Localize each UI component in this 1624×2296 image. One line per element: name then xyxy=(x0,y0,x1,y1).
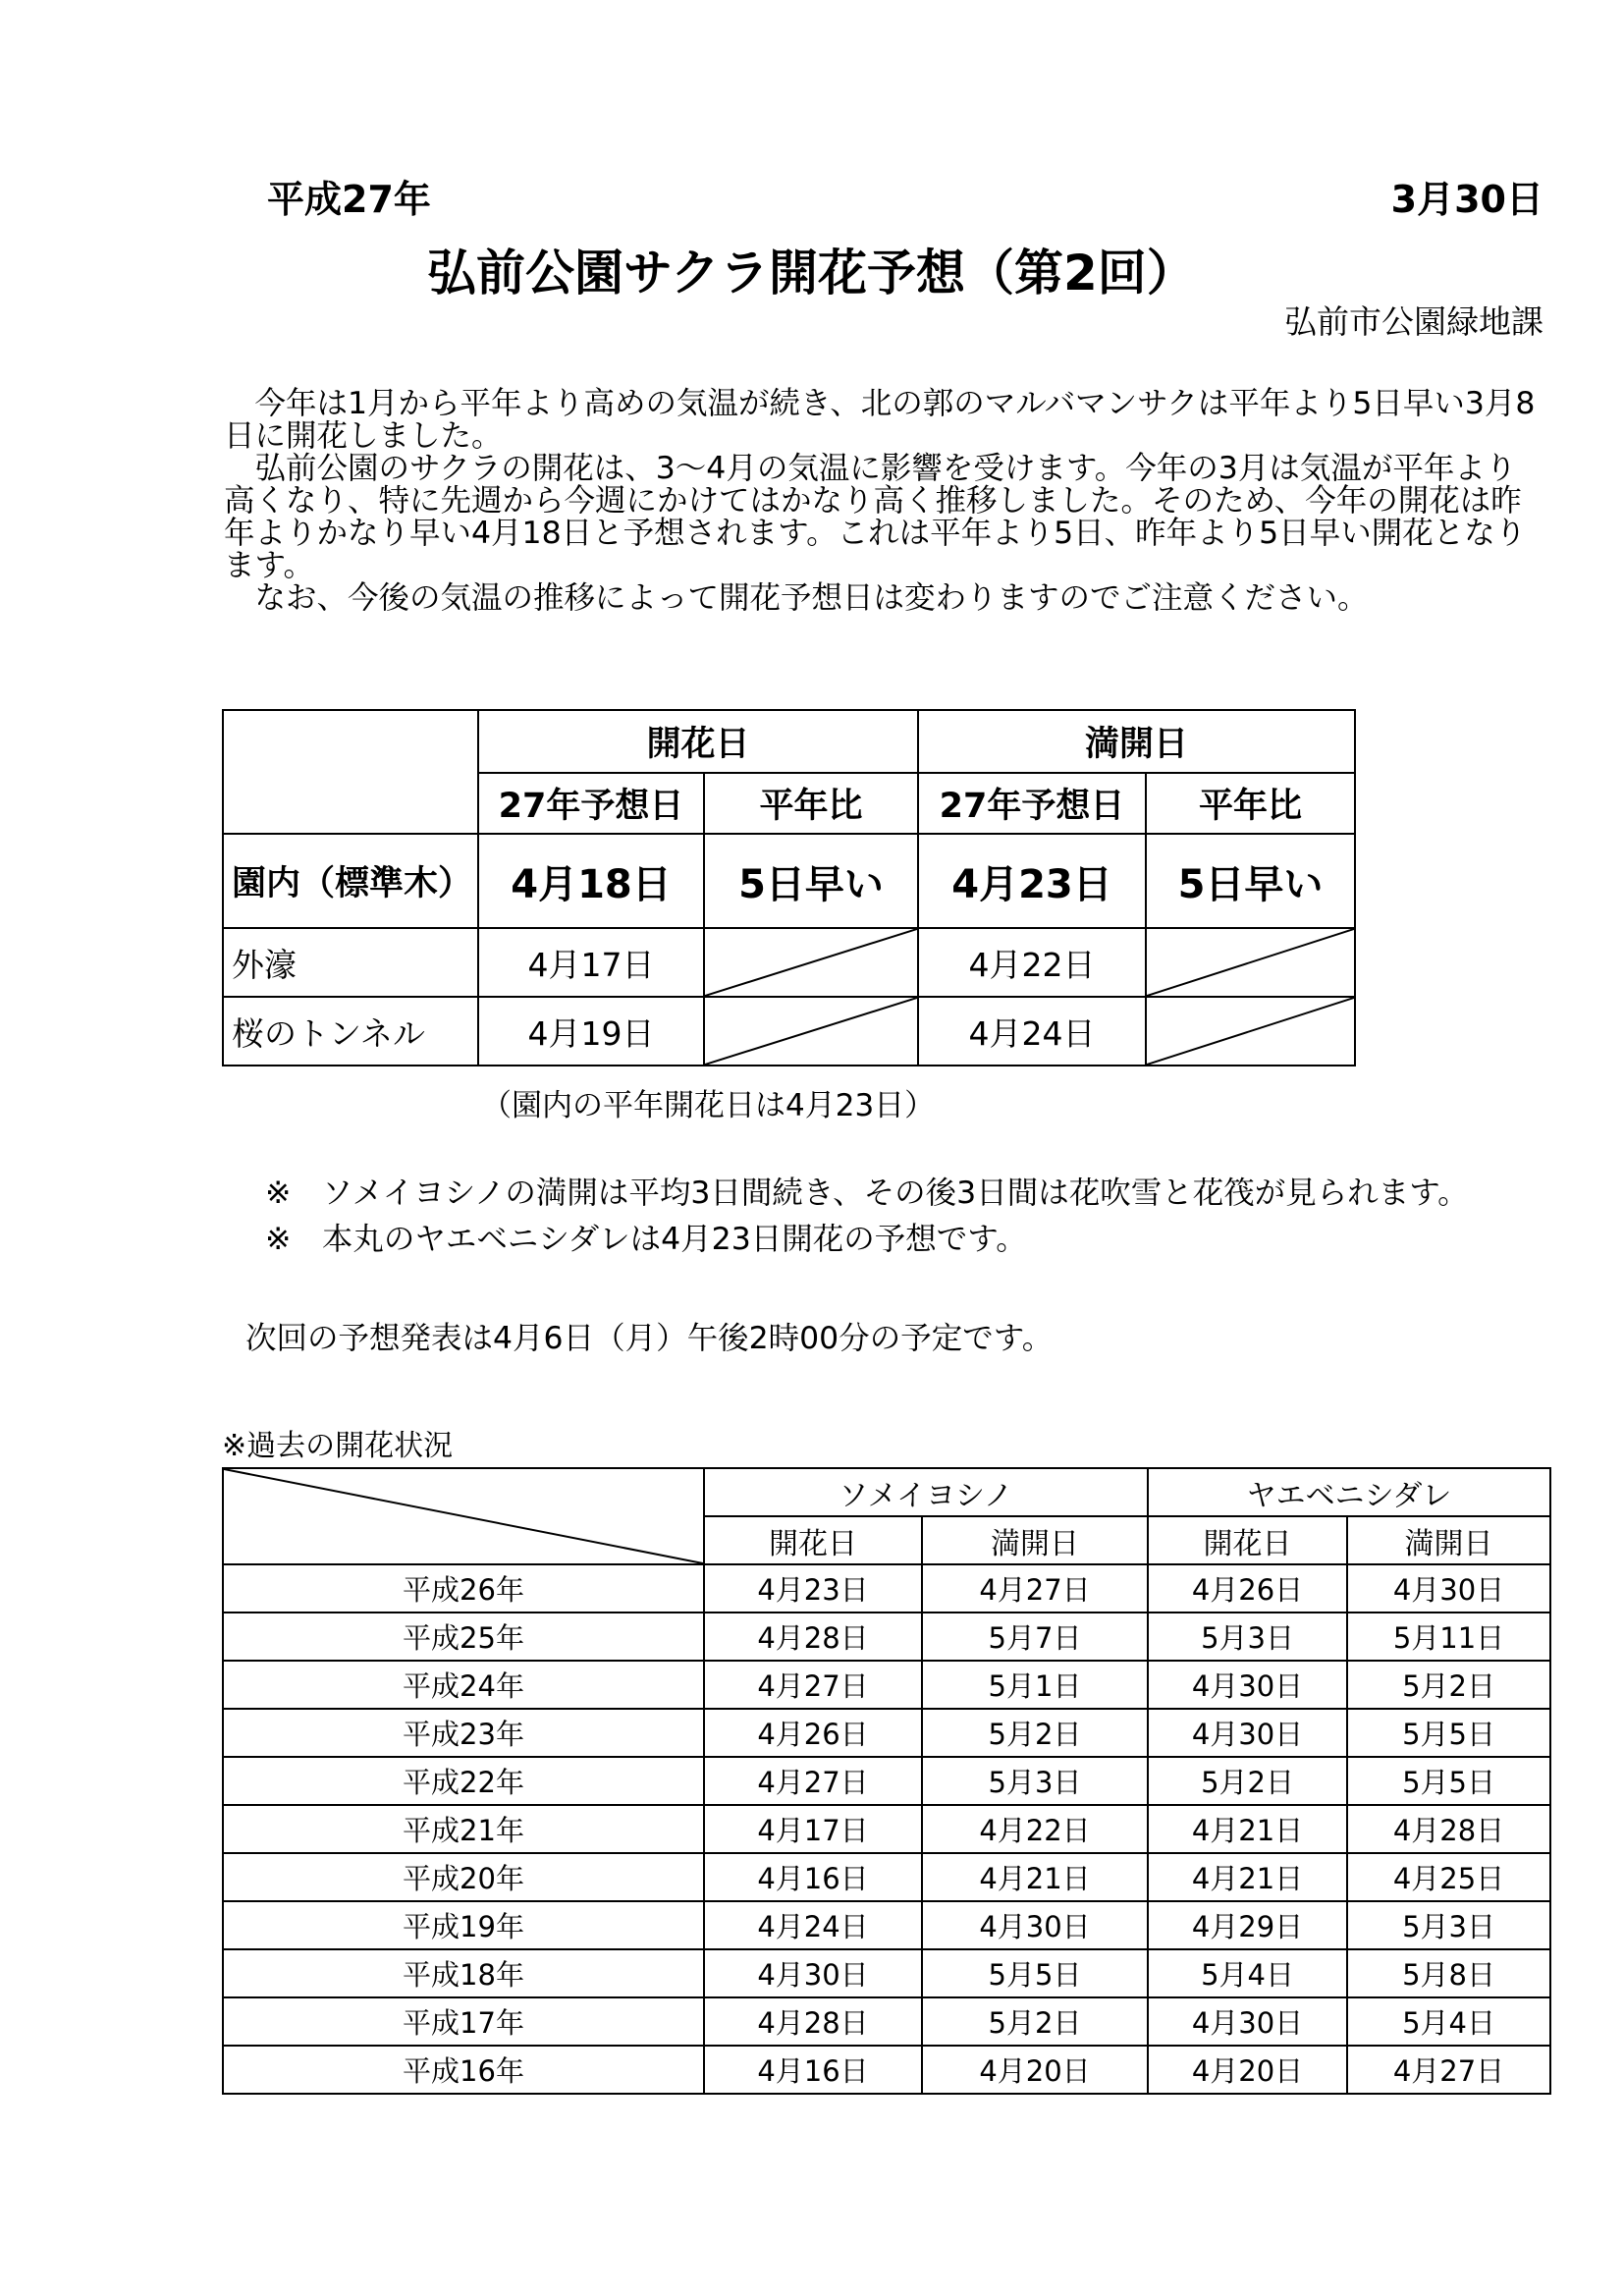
header-full: 満開日 xyxy=(922,1516,1148,1564)
someiyoshino-full: 4月21日 xyxy=(922,1853,1148,1901)
yaebenishidare-full: 4月28日 xyxy=(1347,1805,1550,1853)
department-name: 弘前市公園緑地課 xyxy=(1284,302,1543,341)
table-row xyxy=(223,1853,1550,1901)
header-compare: 平年比 xyxy=(1146,773,1355,834)
corner-cell xyxy=(223,710,478,834)
someiyoshino-full: 4月27日 xyxy=(922,1564,1148,1613)
yaebenishidare-bloom: 4月20日 xyxy=(1148,2046,1347,2094)
year-cell: 平成21年 xyxy=(223,1805,704,1853)
someiyoshino-full: 4月30日 xyxy=(922,1901,1148,1949)
full-date: 4月23日 xyxy=(918,834,1146,928)
yaebenishidare-bloom: 5月2日 xyxy=(1148,1757,1347,1805)
someiyoshino-full: 5月1日 xyxy=(922,1661,1148,1709)
bloom-date: 4月17日 xyxy=(478,928,704,997)
bloom-compare-empty xyxy=(704,997,918,1066)
table-row xyxy=(223,834,1355,928)
issue-date: 3月30日 xyxy=(1390,178,1543,221)
table-row xyxy=(223,1949,1550,1997)
body-text xyxy=(224,388,1544,615)
place-cell: 外濠 xyxy=(223,928,478,997)
someiyoshino-full: 5月2日 xyxy=(922,1709,1148,1757)
yaebenishidare-bloom: 4月21日 xyxy=(1148,1805,1347,1853)
year-cell: 平成26年 xyxy=(223,1564,704,1613)
header-someiyoshino: ソメイヨシノ xyxy=(704,1468,1148,1516)
yaebenishidare-full: 4月25日 xyxy=(1347,1853,1550,1901)
page-title: 弘前公園サクラ開花予想（第2回） xyxy=(427,245,1196,301)
yaebenishidare-full: 5月3日 xyxy=(1347,1901,1550,1949)
table-row xyxy=(223,1564,1550,1613)
place-cell: 桜のトンネル xyxy=(223,997,478,1066)
forecast-table xyxy=(222,709,1356,1066)
year-cell: 平成23年 xyxy=(223,1709,704,1757)
note: ※ ソメイヨシノの満開は平均3日間続き、その後3日間は花吹雪と花筏が見られます。 xyxy=(265,1175,1469,1211)
table-row xyxy=(223,1709,1550,1757)
yaebenishidare-full: 5月2日 xyxy=(1347,1661,1550,1709)
year-cell: 平成24年 xyxy=(223,1661,704,1709)
table-row xyxy=(223,1661,1550,1709)
someiyoshino-full: 4月22日 xyxy=(922,1805,1148,1853)
table-row xyxy=(223,1613,1550,1661)
era-year: 平成27年 xyxy=(267,178,431,221)
bloom-date: 4月19日 xyxy=(478,997,704,1066)
year-cell: 平成22年 xyxy=(223,1757,704,1805)
yaebenishidare-full: 5月8日 xyxy=(1347,1949,1550,1997)
year-cell: 平成18年 xyxy=(223,1949,704,1997)
someiyoshino-bloom: 4月28日 xyxy=(704,1613,922,1661)
year-cell: 平成17年 xyxy=(223,1997,704,2046)
full-compare-empty xyxy=(1146,928,1355,997)
yaebenishidare-full: 4月30日 xyxy=(1347,1564,1550,1613)
someiyoshino-bloom: 4月26日 xyxy=(704,1709,922,1757)
year-cell: 平成19年 xyxy=(223,1901,704,1949)
history-caption: ※過去の開花状況 xyxy=(222,1429,454,1463)
next-announcement: 次回の予想発表は4月6日（月）午後2時00分の予定です。 xyxy=(245,1321,1054,1356)
full-compare-empty xyxy=(1146,997,1355,1066)
someiyoshino-full: 4月20日 xyxy=(922,2046,1148,2094)
table-row xyxy=(223,1805,1550,1853)
paragraph: なお、今後の気温の推移によって開花予想日は変わりますのでご注意ください。 xyxy=(254,580,1369,616)
table-row xyxy=(223,997,1355,1066)
yaebenishidare-bloom: 4月29日 xyxy=(1148,1901,1347,1949)
note: ※ 本丸のヤエベニシダレは4月23日開花の予想です。 xyxy=(265,1222,1027,1257)
header-bloom: 開花日 xyxy=(1148,1516,1347,1564)
bloom-compare: 5日早い xyxy=(704,834,918,928)
someiyoshino-bloom: 4月27日 xyxy=(704,1757,922,1805)
someiyoshino-bloom: 4月30日 xyxy=(704,1949,922,1997)
corner-cell xyxy=(223,1468,704,1564)
paragraph: 弘前公園のサクラの開花は、3～4月の気温に影響を受けます。今年の3月は気温が平年より高くなり、特に先週から今週にかけてはかなり高く推移しました。そのため、今年の開花は昨年よりかなり早い4月18日と予想されます。これは平年より5日、昨年より5日早い開花となります。 xyxy=(224,451,1527,583)
header-predict: 27年予想日 xyxy=(918,773,1146,834)
someiyoshino-full: 5月3日 xyxy=(922,1757,1148,1805)
year-cell: 平成20年 xyxy=(223,1853,704,1901)
yaebenishidare-bloom: 4月30日 xyxy=(1148,1661,1347,1709)
yaebenishidare-bloom: 4月26日 xyxy=(1148,1564,1347,1613)
place-cell: 園内（標準木） xyxy=(223,834,478,928)
someiyoshino-bloom: 4月27日 xyxy=(704,1661,922,1709)
year-cell: 平成25年 xyxy=(223,1613,704,1661)
table-row xyxy=(223,1757,1550,1805)
yaebenishidare-bloom: 4月30日 xyxy=(1148,1997,1347,2046)
table-row xyxy=(223,928,1355,997)
yaebenishidare-bloom: 4月21日 xyxy=(1148,1853,1347,1901)
someiyoshino-bloom: 4月23日 xyxy=(704,1564,922,1613)
full-date: 4月22日 xyxy=(918,928,1146,997)
someiyoshino-bloom: 4月24日 xyxy=(704,1901,922,1949)
header-yaebenishidare: ヤエベニシダレ xyxy=(1148,1468,1550,1516)
header-compare: 平年比 xyxy=(704,773,918,834)
paragraph: 今年は1月から平年より高めの気温が続き、北の郭のマルバマンサクは平年より5日早い3月8日に開花しました。 xyxy=(224,386,1536,454)
header-bloom: 開花日 xyxy=(478,710,918,773)
someiyoshino-bloom: 4月28日 xyxy=(704,1997,922,2046)
bloom-date: 4月18日 xyxy=(478,834,704,928)
yaebenishidare-full: 5月5日 xyxy=(1347,1709,1550,1757)
history-table xyxy=(222,1467,1551,2095)
someiyoshino-bloom: 4月16日 xyxy=(704,1853,922,1901)
someiyoshino-full: 5月7日 xyxy=(922,1613,1148,1661)
header-bloom: 開花日 xyxy=(704,1516,922,1564)
table-row xyxy=(223,1997,1550,2046)
header-full: 満開日 xyxy=(1347,1516,1550,1564)
header-full: 満開日 xyxy=(918,710,1355,773)
someiyoshino-full: 5月2日 xyxy=(922,1997,1148,2046)
forecast-footnote: （園内の平年開花日は4月23日） xyxy=(481,1088,936,1123)
someiyoshino-bloom: 4月17日 xyxy=(704,1805,922,1853)
yaebenishidare-bloom: 4月30日 xyxy=(1148,1709,1347,1757)
year-cell: 平成16年 xyxy=(223,2046,704,2094)
someiyoshino-bloom: 4月16日 xyxy=(704,2046,922,2094)
full-date: 4月24日 xyxy=(918,997,1146,1066)
full-compare: 5日早い xyxy=(1146,834,1355,928)
table-row xyxy=(223,1901,1550,1949)
yaebenishidare-full: 4月27日 xyxy=(1347,2046,1550,2094)
bloom-compare-empty xyxy=(704,928,918,997)
table-row xyxy=(223,2046,1550,2094)
yaebenishidare-full: 5月4日 xyxy=(1347,1997,1550,2046)
yaebenishidare-bloom: 5月3日 xyxy=(1148,1613,1347,1661)
someiyoshino-full: 5月5日 xyxy=(922,1949,1148,1997)
yaebenishidare-full: 5月5日 xyxy=(1347,1757,1550,1805)
yaebenishidare-full: 5月11日 xyxy=(1347,1613,1550,1661)
header-predict: 27年予想日 xyxy=(478,773,704,834)
yaebenishidare-bloom: 5月4日 xyxy=(1148,1949,1347,1997)
